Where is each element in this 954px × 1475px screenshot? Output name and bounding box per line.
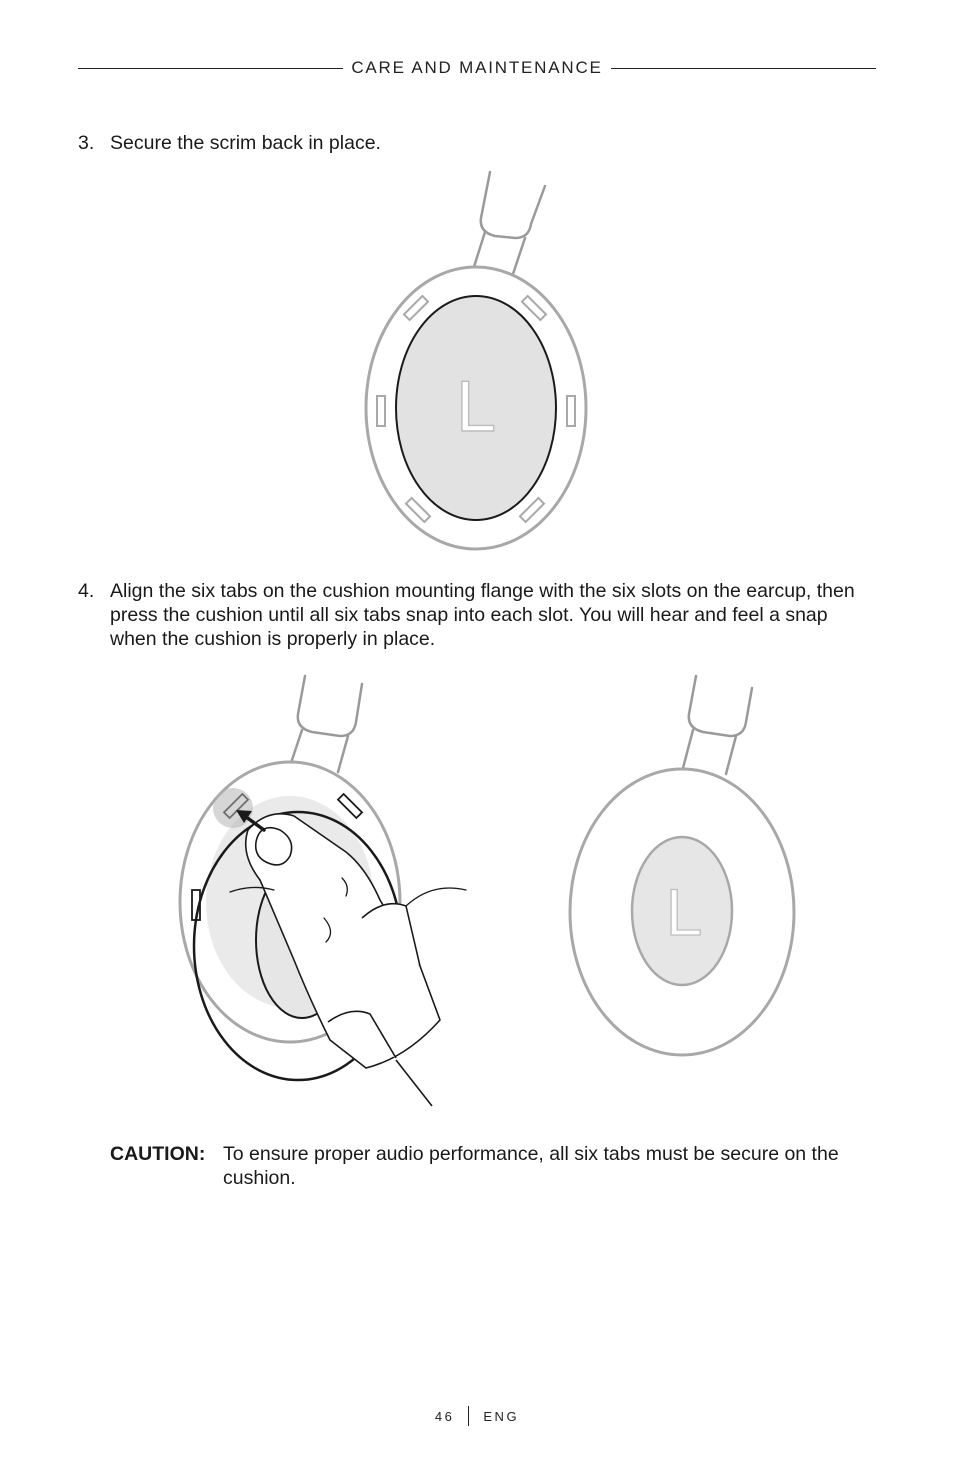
- headband-icon: [473, 172, 545, 274]
- page-footer: [0, 1406, 954, 1426]
- header-rule-right: [611, 68, 876, 69]
- footer-separator: [468, 1406, 469, 1426]
- step-text: Secure the scrim back in place.: [110, 132, 381, 154]
- caution-label: CAUTION:: [110, 1143, 206, 1165]
- earcup-scrim-illustration: [355, 168, 600, 558]
- caution-text: To ensure proper audio performance, all six tabs must be secure on the cushion.: [223, 1143, 839, 1189]
- cushion-press-illustration: [170, 670, 480, 1115]
- page-header: [78, 56, 876, 80]
- earcup-letter: L: [665, 875, 703, 949]
- headband-icon: [683, 676, 752, 774]
- page-number: 46: [434, 1408, 455, 1424]
- language-code: ENG: [483, 1408, 520, 1424]
- step-4: [78, 579, 878, 651]
- headband-icon: [290, 676, 362, 772]
- step-number: 4.: [78, 580, 95, 602]
- tab-highlight: [213, 788, 253, 828]
- step-text: Align the six tabs on the cushion mounting flange with the six slots on the earcup, then press the cushion until all six tabs snap into each slot. You will hear and feel a snap when the cushion is properly in place.: [110, 580, 855, 650]
- header-rule-left: [78, 68, 343, 69]
- step-number: 3.: [78, 132, 95, 154]
- section-title: CARE AND MAINTENANCE: [351, 58, 603, 77]
- caution-note: [110, 1142, 870, 1190]
- cushion-installed-illustration: [560, 670, 805, 1065]
- step-3: [78, 131, 878, 155]
- earcup-letter: L: [455, 367, 497, 447]
